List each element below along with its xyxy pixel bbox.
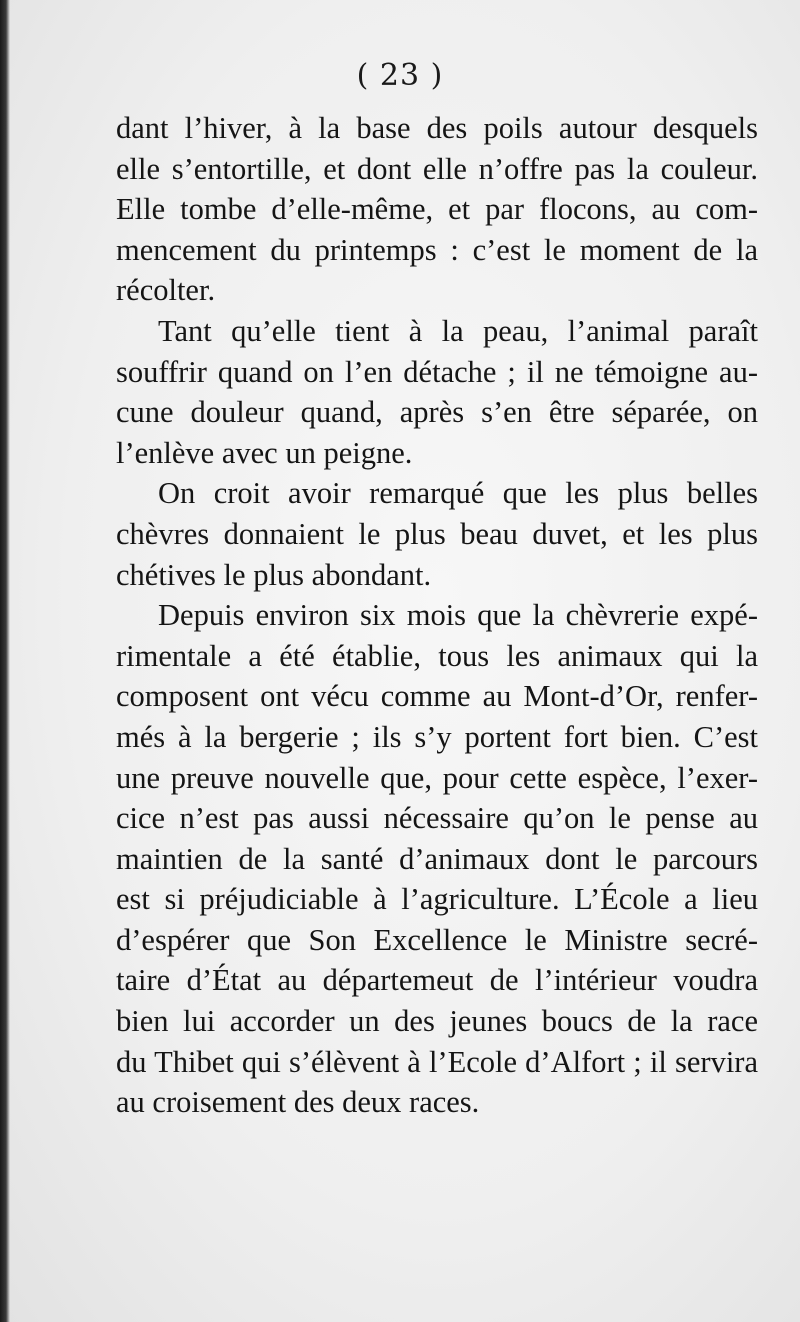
text-line: cice n’est pas aussi nécessaire qu’on le pense au: [116, 801, 758, 836]
text-line: dant l’hiver, à la base des poils autour desquels: [116, 111, 758, 145]
text-line: bien lui accorder un des jeunes boucs de la race: [116, 1004, 758, 1039]
text-line: récolter.: [116, 273, 216, 308]
text-line: une preuve nouvelle que, pour cette espèce, l’exer-: [116, 760, 758, 795]
page-number: ( 23 ): [356, 58, 444, 93]
text-line: rimentale a été établie, tous les animaux qui la: [116, 638, 758, 673]
text-line: elle s’entortille, et dont elle n’offre pas la couleur.: [116, 151, 758, 186]
paragraph-3: [116, 473, 758, 595]
text-line: au croisement des deux races.: [116, 1085, 480, 1120]
text-line: d’espérer que Son Excellence le Ministre secré-: [116, 922, 758, 957]
text-line: On croit avoir remarqué que les plus belles: [158, 476, 758, 511]
text-line: cune douleur quand, après s’en être séparée, on: [116, 395, 758, 430]
text-line: Depuis environ six mois que la chèvrerie expé-: [158, 598, 758, 633]
text-line: composent ont vécu comme au Mont-d’Or, renfer-: [116, 679, 758, 714]
text-line: maintien de la santé d’animaux dont le parcours: [116, 841, 758, 876]
text-line: chèvres donnaient le plus beau duvet, et les plus: [116, 516, 758, 551]
text-line: taire d’État au départemeut de l’intérieur voudra: [116, 963, 758, 998]
text-line: mencement du printemps : c’est le moment de la: [116, 232, 758, 267]
text-line: du Thibet qui s’élèvent à l’Ecole d’Alfort ; il servira: [116, 1044, 758, 1079]
text-line: est si préjudiciable à l’agriculture. L’École a lieu: [116, 882, 758, 917]
paragraph-1: [116, 108, 758, 311]
body-text: [116, 108, 758, 1123]
paragraph-2: [116, 311, 758, 473]
text-line: Elle tombe d’elle-même, et par flocons, au com-: [116, 192, 758, 227]
text-line: souffrir quand on l’en détache ; il ne témoigne au-: [116, 354, 758, 389]
text-line: l’enlève avec un peigne.: [116, 435, 413, 470]
paragraph-4: [116, 595, 758, 1123]
text-line: chétives le plus abondant.: [116, 557, 432, 592]
text-line: més à la bergerie ; ils s’y portent fort bien. C’est: [116, 719, 758, 754]
text-line: Tant qu’elle tient à la peau, l’animal paraît: [158, 313, 758, 348]
page-binding-shadow: [0, 0, 10, 1322]
